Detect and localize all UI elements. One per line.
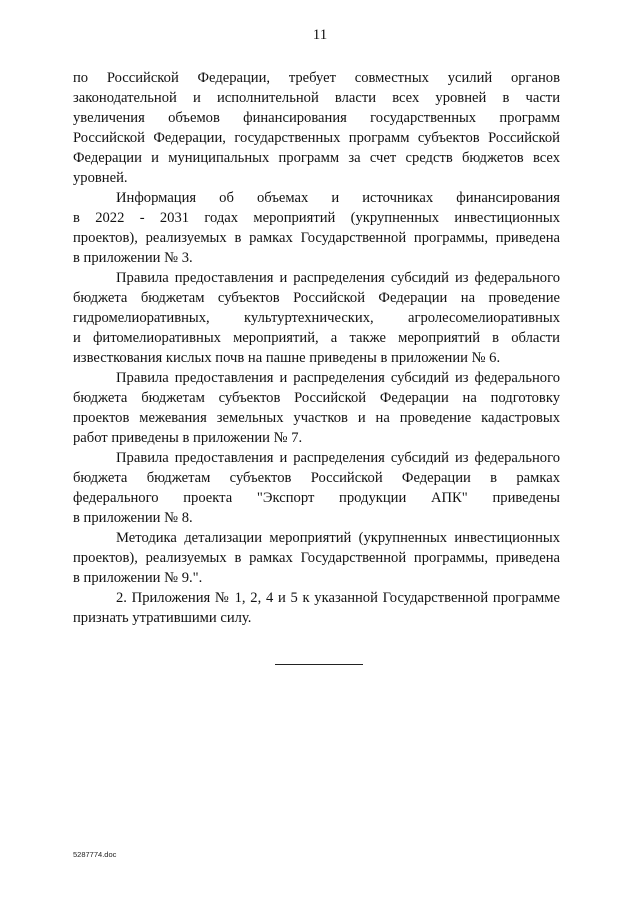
text-line: Федерации и муниципальных программ за счет средств бюджетов всех: [73, 150, 560, 166]
text-line: работ приведены в приложении № 7.: [73, 430, 303, 446]
paragraph-1: [73, 68, 560, 188]
text-line: бюджета бюджетам субъектов Российской Федерации на проведение: [73, 290, 560, 306]
paragraph-6: [73, 528, 560, 588]
paragraph-7: [73, 588, 560, 628]
text-line: бюджета бюджетам субъектов Российской Федерации в рамках: [73, 470, 560, 486]
text-line: федерального проекта "Экспорт продукции АПК" приведены: [73, 490, 560, 506]
page-number: 11: [312, 27, 328, 43]
text-line: в приложении № 9.".: [73, 570, 203, 586]
text-line: Информация об объемах и источниках финансирования: [116, 190, 560, 206]
text-line: Правила предоставления и распределения субсидий из федерального: [116, 270, 560, 286]
text-line: проектов), реализуемых в рамках Государственной программы, приведена: [73, 550, 560, 566]
paragraph-4: [73, 368, 560, 448]
text-line: в приложении № 3.: [73, 250, 193, 266]
text-line: Правила предоставления и распределения субсидий из федерального: [116, 450, 560, 466]
text-line: гидромелиоративных, культуртехнических, агролесомелиоративных: [73, 310, 560, 326]
text-line: по Российской Федерации, требует совместных усилий органов: [73, 70, 560, 86]
text-line: бюджета бюджетам субъектов Российской Федерации на подготовку: [73, 390, 560, 406]
text-line: в 2022 - 2031 годах мероприятий (укрупненных инвестиционных: [73, 210, 560, 226]
end-separator-line: [275, 664, 363, 665]
text-line: Правила предоставления и распределения субсидий из федерального: [116, 370, 560, 386]
text-line: признать утратившими силу.: [73, 610, 252, 626]
paragraph-3: [73, 268, 560, 368]
text-line: уровней.: [73, 170, 128, 186]
text-line: в приложении № 8.: [73, 510, 193, 526]
document-file-id: 5287774.doc: [73, 850, 117, 859]
text-line: и фитомелиоративных мероприятий, а также мероприятий в области: [73, 330, 560, 346]
paragraph-5: [73, 448, 560, 528]
text-line: проектов), реализуемых в рамках Государственной программы, приведена: [73, 230, 560, 246]
paragraph-2: [73, 188, 560, 268]
document-body: [73, 68, 560, 628]
text-line: 2. Приложения № 1, 2, 4 и 5 к указанной Государственной программе: [116, 590, 560, 606]
text-line: известкования кислых почв на пашне приведены в приложении № 6.: [73, 350, 501, 366]
text-line: законодательной и исполнительной власти всех уровней в части: [73, 90, 560, 106]
text-line: Методика детализации мероприятий (укрупненных инвестиционных: [116, 530, 560, 546]
text-line: Российской Федерации, государственных программ субъектов Российской: [73, 130, 560, 146]
text-line: проектов межевания земельных участков и на проведение кадастровых: [73, 410, 560, 426]
text-line: увеличения объемов финансирования государственных программ: [73, 110, 560, 126]
